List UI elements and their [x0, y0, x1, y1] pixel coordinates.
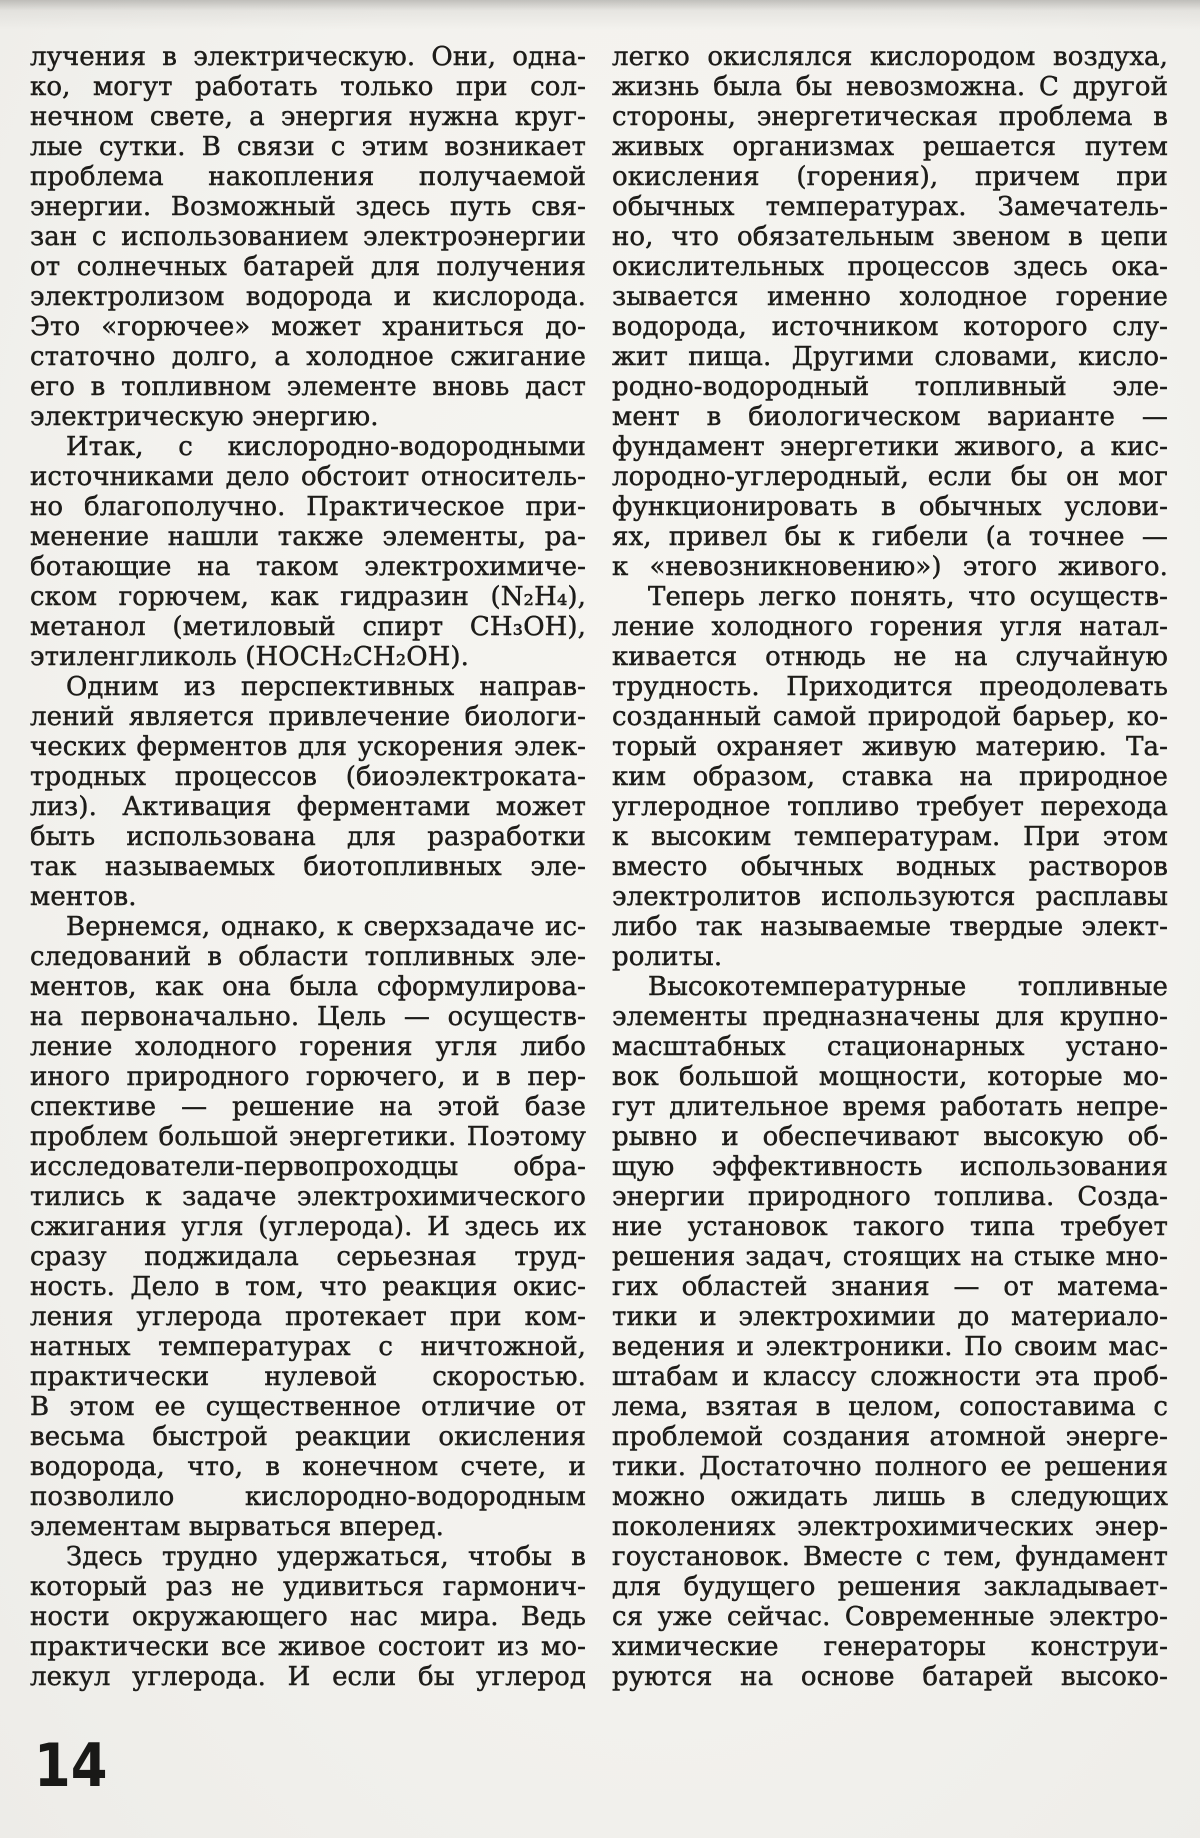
text-line: элементам вырваться вперед. — [30, 1512, 445, 1542]
text-line: живых организмах решается путем — [612, 132, 1168, 162]
text-line: электролитов используются расплавы — [612, 882, 1168, 912]
text-line: к «невозникновению») этого живого. — [612, 552, 1168, 582]
text-line: поколениях электрохимических энер- — [612, 1512, 1168, 1542]
text-line: менение нашли также элементы, ра- — [30, 522, 586, 552]
text-line: практически нулевой скоростью. — [30, 1362, 586, 1392]
text-line: элементы предназначены для крупно- — [612, 1002, 1168, 1032]
text-line: гут длительное время работать непре- — [612, 1092, 1168, 1122]
text-line: торый охраняет живую материю. Та- — [612, 732, 1168, 762]
text-line: ботающие на таком электрохимиче- — [30, 552, 586, 582]
text-line: созданный самой природой барьер, ко- — [612, 702, 1168, 732]
text-line: рывно и обеспечивают высокую об- — [612, 1122, 1168, 1152]
text-line: либо так называемые твердые элект- — [612, 912, 1168, 942]
text-line: от солнечных батарей для получения — [30, 252, 586, 282]
text-line: практически все живое состоит из мо- — [30, 1632, 586, 1662]
scan-edge-shadow — [0, 0, 1200, 30]
text-line: лиз). Активация ферментами может — [30, 792, 586, 822]
text-line: энергии природного топлива. Созда- — [612, 1182, 1168, 1212]
text-line: но благополучно. Практическое при- — [30, 492, 586, 522]
text-line: ко, могут работать только при сол- — [30, 72, 586, 102]
paragraph — [612, 582, 1168, 972]
text-line: вместо обычных водных растворов — [612, 852, 1168, 882]
text-line: тродных процессов (биоэлектроката- — [30, 762, 586, 792]
text-line: легко окислялся кислородом воздуха, — [612, 42, 1168, 72]
text-line: тились к задаче электрохимического — [30, 1182, 586, 1212]
text-line: ментов, как она была сформулирова- — [30, 972, 586, 1002]
text-line: обычных температурах. Замечатель- — [612, 192, 1168, 222]
text-line: ся уже сейчас. Современные электро- — [612, 1602, 1168, 1632]
text-line: фундамент энергетики живого, а кис- — [612, 432, 1168, 462]
text-line: ведения и электроники. По своим мас- — [612, 1332, 1168, 1362]
text-line: позволило кислородно-водородным — [30, 1482, 586, 1512]
text-line: ческих ферментов для ускорения элек- — [30, 732, 586, 762]
two-column-text-block — [30, 42, 1168, 1692]
text-line: зывается именно холодное горение — [612, 282, 1168, 312]
text-line: нечном свете, а энергия нужна круг- — [30, 102, 586, 132]
text-line: углеродное топливо требует перехода — [612, 792, 1168, 822]
text-line: мент в биологическом варианте — — [612, 402, 1168, 432]
text-line: статочно долго, а холодное сжигание — [30, 342, 586, 372]
text-line: быть использована для разработки — [30, 822, 586, 852]
text-line: тики. Достаточно полного ее решения — [612, 1452, 1168, 1482]
text-line: окислительных процессов здесь ока- — [612, 252, 1168, 282]
text-line: спективе — решение на этой базе — [30, 1092, 586, 1122]
text-line: жит пища. Другими словами, кисло- — [612, 342, 1168, 372]
text-line: проблема накопления получаемой — [30, 162, 586, 192]
text-line: ях, привел бы к гибели (а точнее — — [612, 522, 1168, 552]
text-line: вок большой мощности, которые мо- — [612, 1062, 1168, 1092]
text-line: весьма быстрой реакции окисления — [30, 1422, 586, 1452]
text-line: родно-водородный топливный эле- — [612, 372, 1168, 402]
text-line: Высокотемпературные топливные — [648, 972, 1168, 1002]
text-line: функционировать в обычных услови- — [612, 492, 1168, 522]
text-line: следований в области топливных эле- — [30, 942, 586, 972]
text-line: лородно-углеродный, если бы он мог — [612, 462, 1168, 492]
text-line: лема, взятая в целом, сопоставима с — [612, 1392, 1168, 1422]
text-line: штабам и классу сложности эта проб- — [612, 1362, 1168, 1392]
text-line: метанол (метиловый спирт CH₃OH), — [30, 612, 586, 642]
text-line: Это «горючее» может храниться до- — [30, 312, 586, 342]
text-line: можно ожидать лишь в следующих — [612, 1482, 1168, 1512]
paragraph — [30, 672, 586, 912]
text-line: Вернемся, однако, к сверхзадаче ис- — [66, 912, 586, 942]
text-line: лекул углерода. И если бы углерод — [30, 1662, 586, 1692]
text-line: зан с использованием электроэнергии — [30, 222, 586, 252]
text-line: исследователи-первопроходцы обра- — [30, 1152, 586, 1182]
text-line: так называемых биотопливных эле- — [30, 852, 586, 882]
text-line: проблем большой энергетики. Поэтому — [30, 1122, 586, 1152]
text-line: В этом ее существенное отличие от — [30, 1392, 586, 1422]
text-line: этиленгликоль (HOCH₂CH₂OH). — [30, 642, 470, 672]
text-line: сжигания угля (углерода). И здесь их — [30, 1212, 586, 1242]
text-line: химические генераторы конструи- — [612, 1632, 1168, 1662]
right-column — [612, 42, 1168, 1692]
text-line: к высоким температурам. При этом — [612, 822, 1168, 852]
text-line: иного природного горючего, и в пер- — [30, 1062, 586, 1092]
text-line: гих областей знания — от матема- — [612, 1272, 1168, 1302]
text-line: ления углерода протекает при ком- — [30, 1302, 586, 1332]
text-line: решения задач, стоящих на стыке мно- — [612, 1242, 1168, 1272]
paragraph — [30, 42, 586, 432]
paragraph — [30, 912, 586, 1542]
text-line: гоустановок. Вместе с тем, фундамент — [612, 1542, 1168, 1572]
text-line: лучения в электрическую. Они, одна- — [30, 42, 586, 72]
text-line: для будущего решения закладывает- — [612, 1572, 1168, 1602]
text-line: стороны, энергетическая проблема в — [612, 102, 1168, 132]
page-number: 14 — [34, 1731, 108, 1801]
text-line: Итак, с кислородно-водородными — [66, 432, 586, 462]
text-line: электролизом водорода и кислорода. — [30, 282, 586, 312]
text-line: тики и электрохимии до материало- — [612, 1302, 1168, 1332]
text-line: но, что обязательным звеном в цепи — [612, 222, 1168, 252]
text-line: трудность. Приходится преодолевать — [612, 672, 1168, 702]
text-line: кивается отнюдь не на случайную — [612, 642, 1168, 672]
text-line: водорода, что, в конечном счете, и — [30, 1452, 586, 1482]
text-line: проблемой создания атомной энерге- — [612, 1422, 1168, 1452]
text-line: электрическую энергию. — [30, 402, 379, 432]
text-line: Одним из перспективных направ- — [66, 672, 586, 702]
text-line: его в топливном элементе вновь даст — [30, 372, 586, 402]
text-line: ности окружающего нас мира. Ведь — [30, 1602, 586, 1632]
text-line: щую эффективность использования — [612, 1152, 1168, 1182]
text-line: сразу поджидала серьезная труд- — [30, 1242, 586, 1272]
text-line: который раз не удивиться гармонич- — [30, 1572, 586, 1602]
text-line: жизнь была бы невозможна. С другой — [612, 72, 1168, 102]
paragraph — [30, 432, 586, 672]
text-line: ность. Дело в том, что реакция окис- — [30, 1272, 586, 1302]
text-line: ролиты. — [612, 942, 723, 972]
paragraph — [612, 972, 1168, 1692]
text-line: лые сутки. В связи с этим возникает — [30, 132, 586, 162]
text-line: руются на основе батарей высоко- — [612, 1662, 1168, 1692]
text-line: лений является привлечение биологи- — [30, 702, 586, 732]
paragraph — [30, 1542, 586, 1692]
text-line: энергии. Возможный здесь путь свя- — [30, 192, 586, 222]
text-line: ние установок такого типа требует — [612, 1212, 1168, 1242]
text-line: натных температурах с ничтожной, — [30, 1332, 586, 1362]
text-line: масштабных стационарных устано- — [612, 1032, 1168, 1062]
text-line: Здесь трудно удержаться, чтобы в — [66, 1542, 586, 1572]
text-line: ким образом, ставка на природное — [612, 762, 1168, 792]
text-line: ментов. — [30, 882, 137, 912]
text-line: источниками дело обстоит относитель- — [30, 462, 586, 492]
text-line: ление холодного горения угля натал- — [612, 612, 1168, 642]
text-line: окисления (горения), причем при — [612, 162, 1168, 192]
text-line: Теперь легко понять, что осуществ- — [648, 582, 1168, 612]
paragraph — [612, 42, 1168, 582]
left-column — [30, 42, 586, 1692]
text-line: водорода, источником которого слу- — [612, 312, 1168, 342]
text-line: ление холодного горения угля либо — [30, 1032, 586, 1062]
text-line: на первоначально. Цель — осуществ- — [30, 1002, 586, 1032]
text-line: ском горючем, как гидразин (N₂H₄), — [30, 582, 586, 612]
